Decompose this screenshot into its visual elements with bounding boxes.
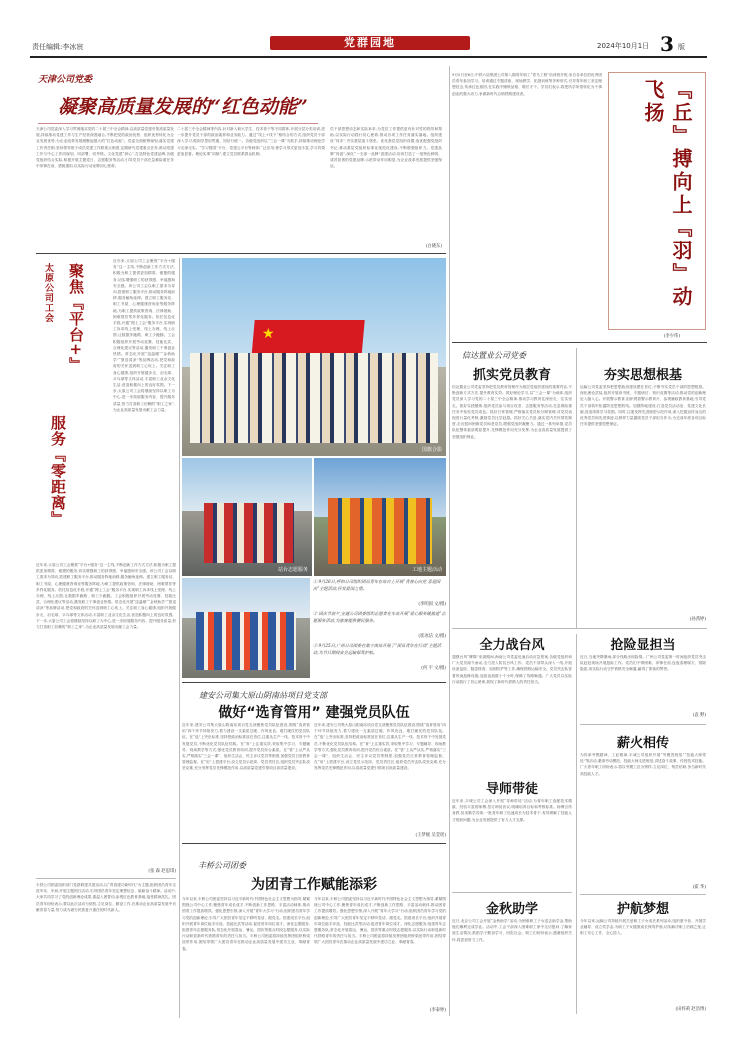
- art2-body-full: 近年来,太原公司工会聚焦“平台+服务”这一主线,不断创新工作方式方法,积极为职工提供更加精准、便捷的服务,切实增强职工的获得感、幸福感和安全感。该公司工会以职工需求为导向,搭建职工服务平台,推动服务阵地前移,服务触角延伸。建立职工服务站、职工书屋、心理健康咨询室等服务阵地,为职工提供政策咨询、法律援助、困难帮扶等多样化服务。依托信息化手段,开通“网上工会”服务平台,实现职工诉求线上受理、线上办理、线上反馈,让数据多跑路、职工少跑腿。工会积极组织开展劳动竞赛、技能比武、合理化建议等活动,激发职工干事创业热情。常态化开展“送温暖”“金秋助学”“夏送清凉”等品牌活动,把党和政府的关怀送到职工心坎上。关注职工身心健康,组织开展健步走、羽毛球、乒乓球等文体活动,丰富职工业余文化生活,营造积极向上的良好氛围。下一步,太原公司工会将继续坚持以职工为中心,进一步拓展服务内容、提升服务质量,努力打造职工信赖的“职工之家”,为企业高质量发展贡献工会力量。: [36, 563, 176, 630]
- photo-bottom-block: [182, 578, 310, 678]
- art2-title-2: 服务『零距离』: [49, 415, 67, 527]
- section-title: 党群园地: [344, 36, 396, 49]
- photo-2-label: 站台志愿服务: [277, 567, 308, 573]
- art1-title-rule: [38, 123, 318, 124]
- art9-body: 近年来,丰城公司工会深入开展“导师带徒”活动,为青年职工选配技术精湛、经验丰富的师傅,签订师徒协议,明确培养目标和考核标准。师傅言传身教,徒弟勤学苦练,一批青年职工迅速成长为技术骨干,有效缓解了技能人才短缺问题,为企业发展提供了有力人才支撑。: [452, 799, 572, 822]
- col-divider-1: [179, 258, 180, 1018]
- art3-subtitle: 建安公司集大原山阴南站项目党支部: [199, 691, 327, 700]
- people-row: [190, 353, 438, 443]
- art12-title: 护航梦想: [616, 902, 669, 917]
- art6-signature: (孙茜婷): [689, 617, 706, 622]
- art11-title: 金秋助学: [485, 902, 538, 917]
- art1-body-col1: 天津公司党委深入学习贯彻落实党的二十届三中全会精神,以高质量党建引领高质量发展,持续推动党建工作与生产经营深度融合,不断把党的政治优势、组织优势转化为企业发展优势,为企业改革发展凝聚起强大的“红色动能”。党委全面统筹谋划,落实党建工作责任制,坚持领导班子成员党建工作联系点制度,定期研究党建重点任务,推动党建工作与中心工作同谋划、同部署、同考核。文化党建“润心”,打造特色党建品牌,各级党组织结合实际,积极开展主题党日、志愿服务等活动,引导党员干部在急难险重任务中冲锋在前、勇挑重担,以实际行动诠释初心使命。: [36, 127, 174, 169]
- art9-title: 导师带徒: [485, 782, 538, 797]
- art1-body-col2: 二十届三中全会精神等内容,针对新入职大学生、技术骨干等不同群体,开展分层分类培训,进一步提升党员干部的政治素养和业务能力。通过“线上+线下”相结合的方式,组织党员干部深入学习,做到学思用贯通、知信行统一。各级党组织以“三会一课”为抓手,持续推动理论学习走深走实。“学习强国”平台、党建云平台等载体广泛应用,使学习形式更加丰富,学习效果更加显著。理论实事“同频”,建立党员联系群众机制。: [177, 127, 325, 156]
- page-number: 3: [660, 32, 674, 56]
- col3-top-rule: [452, 342, 707, 343]
- art4-subtitle: 丰桥公司团委: [198, 861, 246, 870]
- art4-body-left: 今年以来,丰桥公司团委坚持以习近平新时代中国特色社会主义思想为指导,紧紧围绕公司中心工作,聚焦青年成长成才,不断创新工作思路、丰富活动载体,推动团青工作提质增效。强化思想引领,深入开展“青年大学习”行动,组织团员青年学习党的创新理论,引导广大团员青年坚定不移听党话、跟党走。搭建成长平台,组织开展青年岗位能手评选、技能比武等活动,促进青年岗位成才。深化志愿服务,组建青年志愿服务队,常态化开展春运、暑运、国庆等重点时段志愿服务,以实际行动彰显新时代铁路青年的责任与担当。丰桥公司团委将持续发挥团组织桥梁纽带作用,团结带领广大团员青年在推动企业高质量发展中建功立业、奉献青春。: [182, 897, 310, 951]
- art5-bottom-rule: [452, 628, 707, 629]
- art10-title: 薪火相传: [616, 736, 669, 751]
- workers-group: [196, 612, 296, 670]
- art4-body-right: 今年以来,丰桥公司团委坚持以习近平新时代中国特色社会主义思想为指导,紧紧围绕公司中心工作,聚焦青年成长成才,不断创新工作思路、丰富活动载体,推动团青工作提质增效。强化思想引领,深入开展“青年大学习”行动,组织团员青年学习党的创新理论,引导广大团员青年坚定不移听党话、跟党走。搭建成长平台,组织开展青年岗位能手评选、技能比武等活动,促进青年岗位成才。深化志愿服务,组建青年志愿服务队,常态化开展春运、暑运、国庆等重点时段志愿服务,以实际行动彰显新时代铁路青年的责任与担当。丰桥公司团委将持续发挥团组织桥梁纽带作用,团结带领广大团员青年在推动企业高质量发展中建功立业、奉献青春。: [314, 897, 446, 945]
- photo-caption-1: ① 9月26日,呼和公司组织团员青年在站台上开展“青春心向党 喜迎国庆”主题活动,抒发爱国之情。: [313, 579, 441, 591]
- photo-3-label: 工地主题活动: [411, 567, 442, 573]
- volunteers: [204, 503, 294, 563]
- photo-platform: [182, 458, 312, 576]
- page-suffix: 版: [678, 43, 685, 51]
- art12-signature: (田梓莉 赵浩博): [675, 1007, 706, 1012]
- art8-bottom-rule: [580, 724, 706, 725]
- art3-body-right: 近年来,建安公司集大原山阴南站项目党支部聚焦党员队伍建设,围绕“选育管用”四个环节持续发力,着力建设一支素质过硬、作风优良、敢打硬仗的党员队伍。在“选”上突出标准,坚持把政治标准放在首位,注重从生产一线、技术骨干中发展党员,不断优化党员队伍结构。在“育”上注重实效,采取集中学习、专题辅导、现场教学等方式,强化党员教育培训,提升党员综合素质。在“管”上从严从实,严格落实“三会一课”、组织生活会、民主评议党员等制度,加强党员日常教育管理监督。在“用”上搭建平台,设立党员示范岗、党员责任区,组织党员突击队攻坚克难,充分发挥党员先锋模范作用,以高质量党建引领项目高质量建设。: [314, 723, 446, 771]
- photo-caption-3: ③ 9月25日,广州公司团委在集宁南站开展了“团员青年在行动”主题活动,为节日期间安全运输保驾护航。: [313, 643, 442, 655]
- art12-body: 今年以来,运输公司持续开展关爱职工子女成长系列活动,组织夏令营、开展学业辅导、设立奖学金,为职工子女健康成长保驾护航,切实解决职工后顾之忧,让职工安心工作、全心投入。: [580, 919, 706, 936]
- photo-credit-2: (崔冰洁 文/摄): [418, 634, 446, 639]
- art7-body: 超强台风“摩羯”来袭期间,海南公司党委迅速启动应急预案,各级党组织和广大党员闻令而动,全力投入防抗台风工作。党员干部带头深入一线,开展设备巡检、隐患排查、加固防护等工作,确保铁路运输安全。党员突击队冒着风雨抢修设施,连续奋战数十个小时,保障了线路畅通。广大党员以实际行动践行了初心使命,展现了新时代铁路人的责任担当。: [452, 655, 572, 684]
- art1-body-col3: 员干部思想动态和实际诉求,为党员工作提供更有针对性的指导和帮助,以实际行动践行初心使命,推动各项工作任务落实落地。组织建设“同步”,夯实基层战斗堡垒。优化基层党组织设置,选优配强党组织书记,推动基层党组织标准化规范化建设,不断增强组织力。党建品牌“同创”,深化“一支部一品牌”创建活动,培育打造了一批特色鲜明、成效显著的党建品牌,示范带动作用明显,为企业改革发展提供坚强保证。: [330, 127, 442, 169]
- art10-bottom-rule: [580, 894, 706, 895]
- art2-bottom-rule: [36, 878, 176, 879]
- art4-signature: (李泰婷): [429, 1008, 446, 1013]
- art2-signature: (张 森 赵思琪): [148, 869, 176, 874]
- art10-body: 为传承劳模精神、工匠精神,丰诚公司组织开展“劳模进班组”“技能大师带徒”等活动,邀请劳动模范、技能大师走进班组,讲述奋斗故事、传授技术技能。广大青年职工纷纷表示,将以劳模工匠为榜样,立足岗位、刻苦钻研,争当新时代高技能人才。: [580, 753, 706, 776]
- art2-subtitle: 太原公司工会: [43, 263, 53, 323]
- col-divider-3: [576, 348, 577, 628]
- photo-credit-1: (李明国 文/摄): [418, 602, 446, 607]
- photo-flag-group: [182, 258, 446, 456]
- art9-bottom-rule: [452, 892, 572, 893]
- photo-site: [314, 458, 446, 576]
- art2-bottom-text: 丰铁公司团委组织部门党群联建共建活动,以“青春建功新时代”为主题,组织团员青年走进车站、车间,开展主题团日活动,引导团员青年坚定理想信念、砥砺奋斗精神。活动中,大家共同学习了党的创新理论成果,重温入团誓词,参观红色教育基地,接受精神洗礼。团员青年纷纷表示,要以此次活动为契机,立足岗位、勤奋工作,在推动企业高质量发展中贡献青春力量,努力成为堪当民族复兴重任的时代新人。: [36, 883, 176, 912]
- col3-vertical-box: [608, 72, 706, 330]
- art3-signature: (王梦媛 吴莹瑶): [415, 833, 446, 838]
- art3-body-left: 近年来,建安公司集大原山阴南站项目党支部聚焦党员队伍建设,围绕“选育管用”四个环节持续发力,着力建设一支素质过硬、作风优良、敢打硬仗的党员队伍。在“选”上突出标准,坚持把政治标准放在首位,注重从生产一线、技术骨干中发展党员,不断优化党员队伍结构。在“育”上注重实效,采取集中学习、专题辅导、现场教学等方式,强化党员教育培训,提升党员综合素质。在“管”上从严从实,严格落实“三会一课”、组织生活会、民主评议党员等制度,加强党员日常教育管理监督。在“用”上搭建平台,设立党员示范岗、党员责任区,组织党员突击队攻坚克难,充分发挥党员先锋模范作用,以高质量党建引领项目高质量建设。: [182, 723, 310, 771]
- photo-credit-3: (何 宇 文/摄): [421, 666, 446, 671]
- art11-body: 近日,北京公司工会开展“金秋助学”活动,为困难职工子女送去助学金,帮助他们顺利完成学业。活动中,工会干部深入困难职工家中走访慰问,了解家庭生活情况,鼓励学子勤奋学习、回报社会。职工们纷纷表示,感谢组织关怀,将更加努力工作。: [452, 919, 572, 942]
- col3-top-text: 9月5日至6日,中铁六局集团公司第八期青年职工“青马工程”培训班开班,来自各单位的优秀团员青年参加学习。培训通过专题讲座、现场教学、拓展训练等多种形式,引导青年职工坚定理想信念,传承红色基因,在实践中锤炼品格、增长才干。学员们表示,将把所学所悟转化为干事创业的强大动力,争做新时代合格铁路建设者。: [452, 73, 602, 96]
- art8-signature: (袁 野): [692, 713, 706, 718]
- art10-signature: (霍 华): [692, 885, 706, 890]
- art5-title: 抓实党员教育: [472, 368, 551, 383]
- art1-subtitle: 天津公司党委: [38, 75, 93, 85]
- art5-subtitle: 信达置业公司党委: [462, 351, 526, 360]
- art2-body-right: 近年来,太原公司工会聚焦“平台+服务”这一主线,不断创新工作方式方法,积极为职工提供更加精准、便捷的服务,切实增强职工的获得感、幸福感和安全感。该公司工会以职工需求为导向,搭建职工服务平台,推动服务阵地前移,服务触角延伸。建立职工服务站、职工书屋、心理健康咨询室等服务阵地,为职工提供政策咨询、法律援助、困难帮扶等多样化服务。依托信息化手段,开通“网上工会”服务平台,实现职工诉求线上受理、线上办理、线上反馈,让数据多跑路、职工少跑腿。工会积极组织开展劳动竞赛、技能比武、合理化建议等活动,激发职工干事创业热情。常态化开展“送温暖”“金秋助学”“夏送清凉”等品牌活动,把党和政府的关怀送到职工心坎上。关注职工身心健康,组织开展健步走、羽毛球、乒乓球等文体活动,丰富职工业余文化生活,营造积极向上的良好氛围。下一步,太原公司工会将继续坚持以职工为中心,进一步拓展服务内容、提升服务质量,努力打造职工信赖的“职工之家”,为企业高质量发展贡献工会力量。: [113, 259, 175, 412]
- art1-bottom-rule: [36, 253, 446, 254]
- art6-title: 夯实思想根基: [603, 368, 682, 383]
- art2-title-1: 聚焦『平台+』: [67, 263, 85, 373]
- art1-signature: (白晓东): [425, 244, 442, 249]
- photo-1-label: 国旗合影: [421, 447, 442, 453]
- art3-bottom-rule: [182, 843, 446, 844]
- header-rule: [30, 56, 707, 58]
- photo-caption-2: ② 国庆节前夕,宝通公司团委组织志愿者在车站开展“爱心服务暖旅途”志愿服务活动,为旅客提供便民服务。: [313, 611, 446, 623]
- art1-title: 凝聚高质量发展的“红色动能”: [58, 96, 308, 118]
- page-header: [30, 32, 707, 58]
- site-workers: [328, 498, 432, 564]
- art5-body: 信达置业公司党委坚持把党员教育管理作为基层党组织建设的重要内容,不断创新方式方法,提升教育实效。抓好理论学习,以“三会一课”为载体,组织党员深入学习党的二十届三中全会精神,推动学习教育往深里走、往实里走。抓好实践锻炼,组织党员参与项目攻坚、志愿服务等活动,在急难险重任务中检验党员成色。抓好日常管理,严格落实党员积分制管理,对党员表现进行量化考核,激励党员比学赶超。抓好关心关爱,落实党内关怀帮扶制度,走访慰问困难党员和老党员,增强党组织凝聚力。通过一系列举措,党员队伍整体素质明显提升,先锋模范作用充分发挥,为企业高质量发展提供了坚强组织保证。: [452, 385, 572, 439]
- flag-star: ★: [262, 326, 275, 342]
- col3-vertical-title: 『丘』搏向上『羽』动飞扬: [641, 79, 693, 309]
- editor-line: 责任编辑:李冰宸: [32, 43, 84, 51]
- art7-title: 全力战台风: [479, 638, 545, 653]
- art8-title: 抢险显担当: [610, 638, 676, 653]
- art3-top-rule: [182, 682, 446, 683]
- col-divider-4: [576, 634, 577, 1014]
- col3-top-signature: (李少伟): [663, 334, 680, 339]
- art3-title: 做好“选育管用” 建强党员队伍: [218, 705, 410, 721]
- art8-body: 近日,当地突降暴雨,部分线路出现险情。广州公司党委第一时间组织党员突击队赶赴现场开展抢险工作。党员们不惧困难、冲锋在前,连夜清理塌方、排除隐患,用实际行动守护铁路安全畅通,赢得了旅客的赞誉。: [580, 655, 706, 672]
- issue-date: 2024年10月1日: [597, 42, 650, 50]
- col-divider-2: [449, 66, 450, 1016]
- art6-body: 运输公司党委坚持把思想政治建设摆在首位,不断夯实党员干部的思想根基。深化理论武装,组织开展读书班、专题研讨、知识竞赛等活动,推动党的创新理论入脑入心。开展警示教育,组织观看警示教育片、参观廉政教育基地,引导党员干部筑牢拒腐防变思想防线。加强阵地建设,打造党员活动室、党建文化长廊,营造浓厚学习氛围。同时,注重发挥先进典型示范作用,深入挖掘宣传身边的优秀党员和先进事迹,以榜样力量激励党员干部担当作为,为完成年度各项目标任务提供坚强思想保证。: [580, 385, 706, 427]
- art4-title: 为团青工作赋能添彩: [251, 877, 377, 893]
